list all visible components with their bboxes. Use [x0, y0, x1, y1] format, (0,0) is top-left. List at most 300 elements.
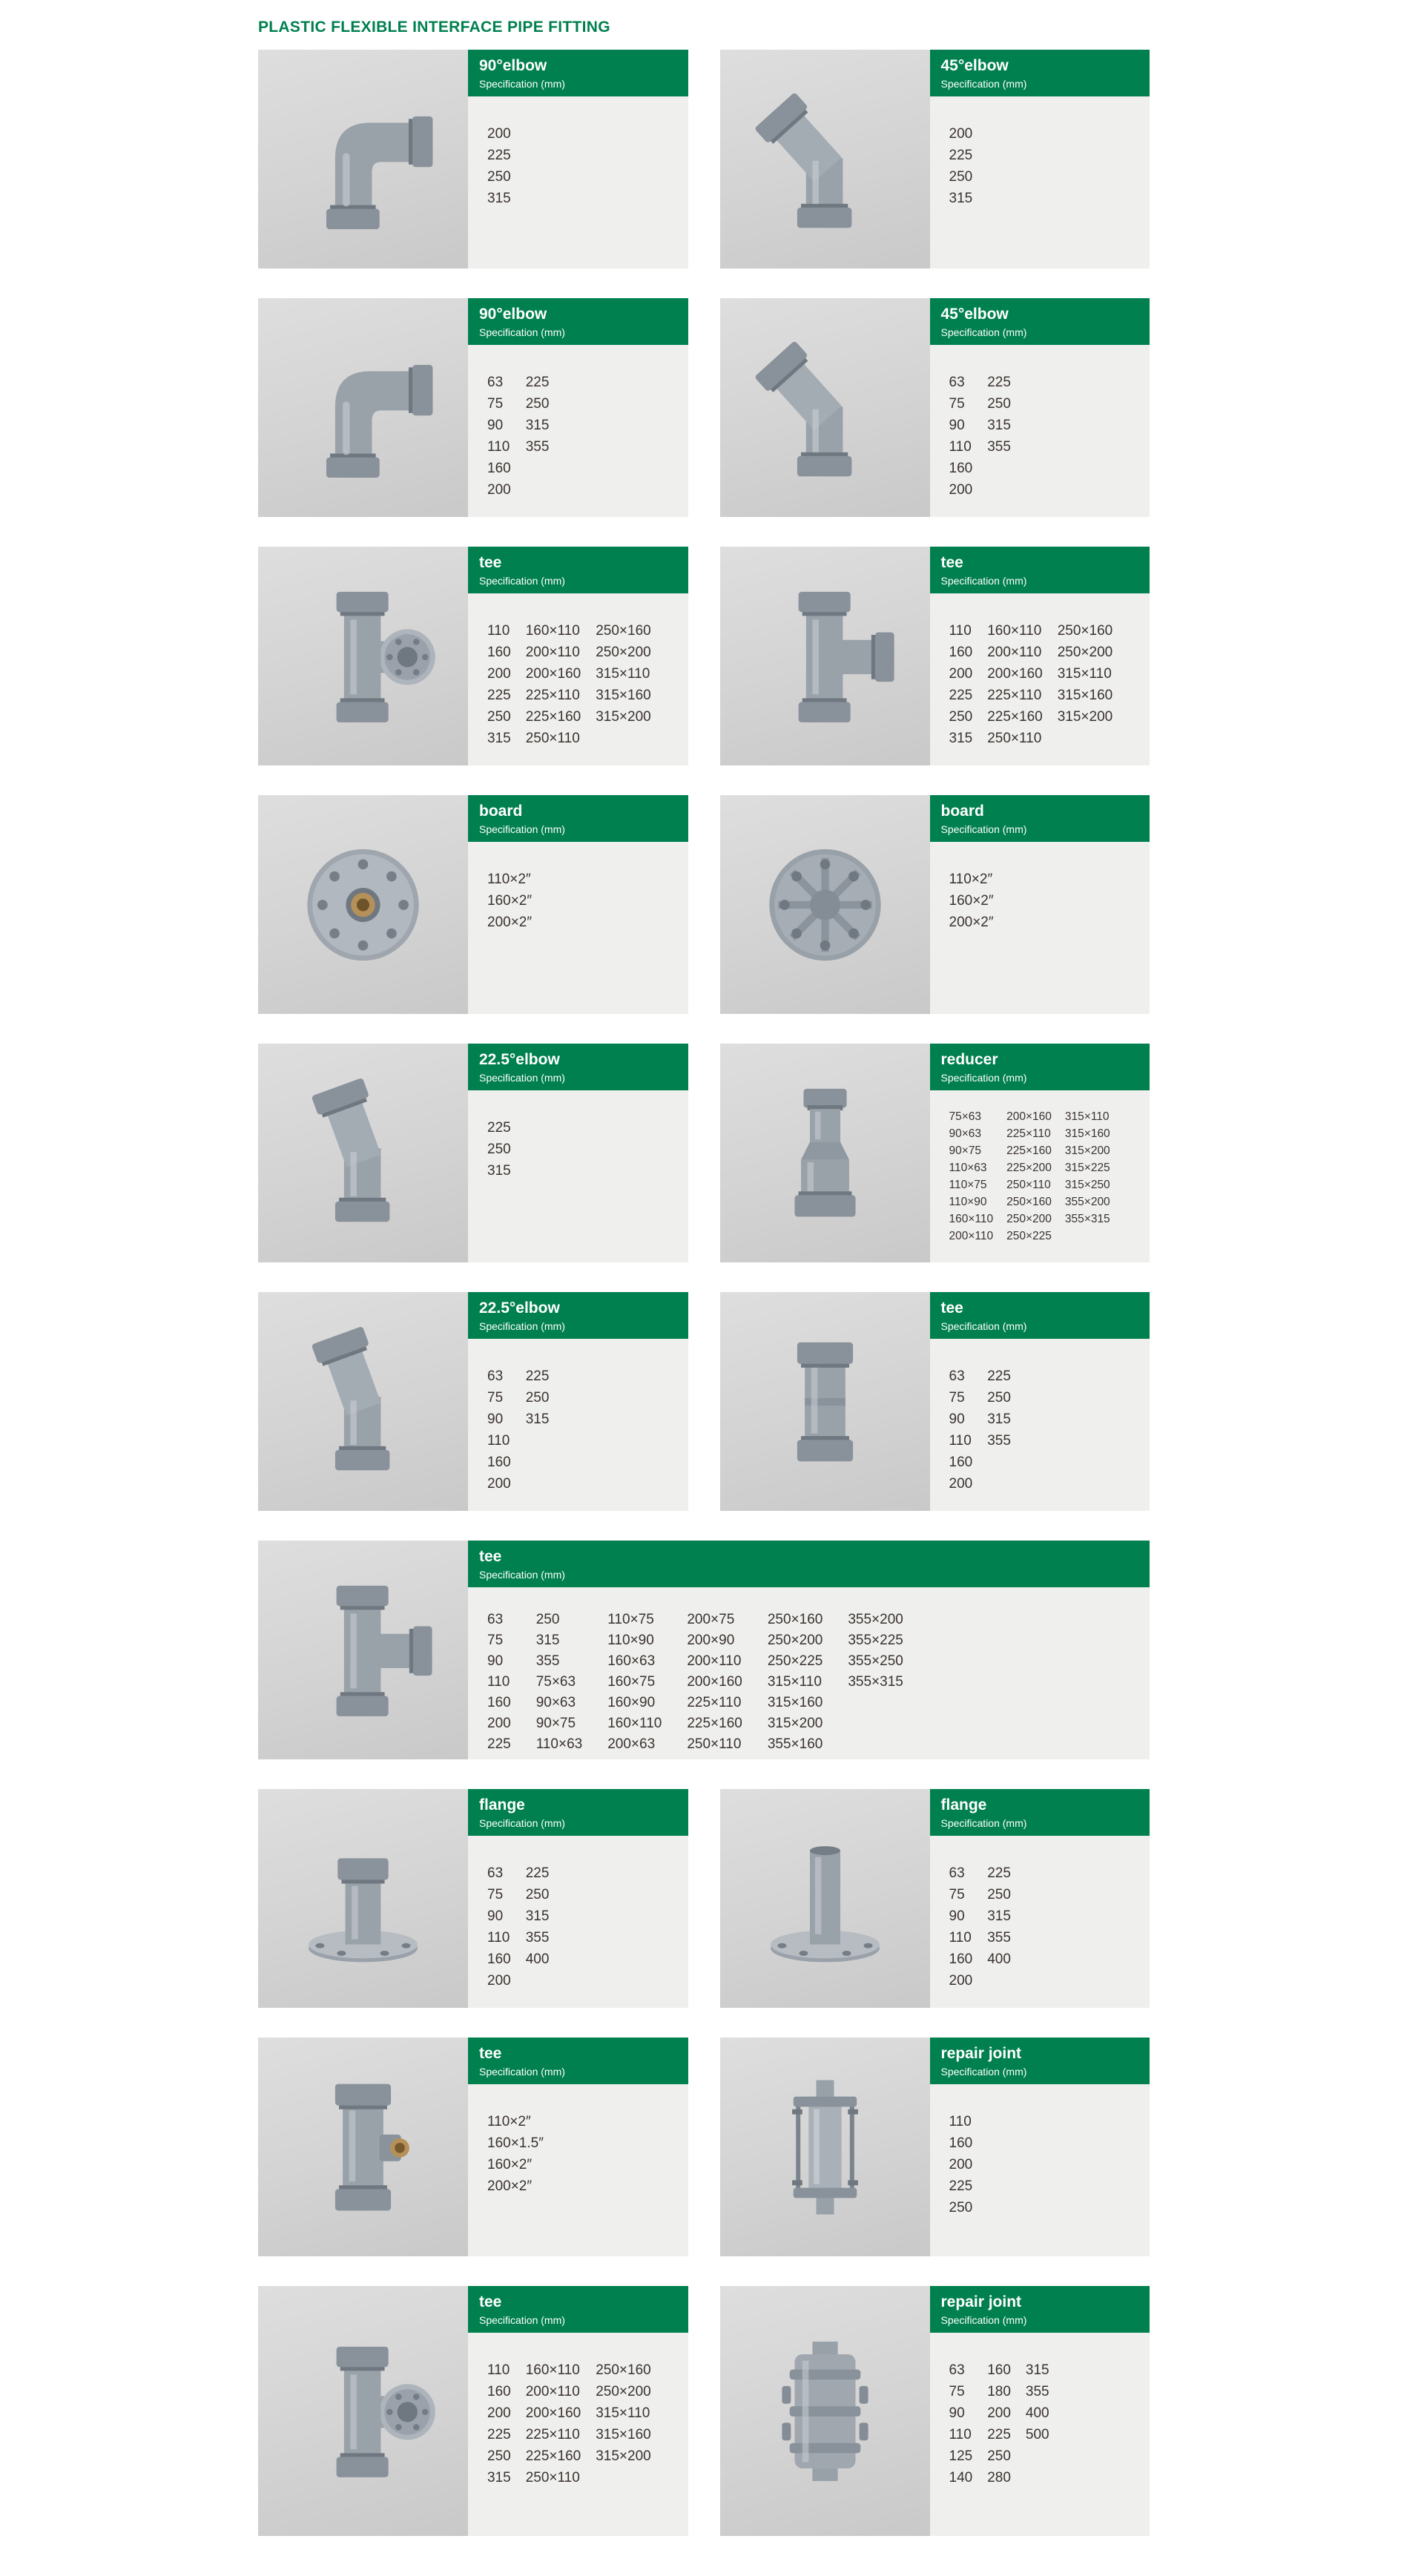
- spec-value: 315: [949, 191, 973, 206]
- spec-value: 160: [949, 461, 973, 476]
- product-card-body: [930, 795, 1150, 1014]
- spec-column: [848, 1610, 903, 1693]
- spec-value: 110×63: [535, 1736, 583, 1752]
- spec-column: [487, 1366, 511, 1495]
- spec-value: 225: [487, 148, 511, 163]
- spec-value: 110: [949, 439, 972, 455]
- product-card-repair-joint: [720, 2038, 1150, 2256]
- product-card-board-back: [720, 795, 1150, 1014]
- pipe-fitting-illustration: [287, 1313, 439, 1491]
- spec-value: 160: [487, 461, 511, 476]
- product-header: [930, 1044, 1150, 1090]
- product-title: reducer: [940, 1051, 998, 1068]
- spec-value: 315×160: [1064, 1127, 1110, 1140]
- product-specs: [468, 1836, 688, 1992]
- spec-value: 250×110: [1006, 1179, 1051, 1191]
- spec-value: 225×160: [525, 2448, 581, 2464]
- spec-value: 110×90: [607, 1633, 654, 1648]
- spec-column: [487, 2111, 544, 2197]
- spec-column: [526, 372, 550, 458]
- spec-value: 200×160: [687, 1674, 742, 1690]
- spec-value: 63: [949, 375, 965, 390]
- product-card-body: [468, 1541, 1150, 1759]
- pipe-fitting-illustration: [287, 70, 439, 248]
- spec-value: 315: [987, 418, 1011, 433]
- photo-22.5-elbow: [258, 1044, 468, 1262]
- product-title: tee: [940, 1299, 963, 1317]
- spec-column: [596, 620, 651, 728]
- pipe-fitting-illustration: [287, 816, 439, 994]
- product-title: tee: [479, 2293, 502, 2310]
- product-subtitle: Specification (mm): [479, 2314, 565, 2326]
- photo-45-elbow-socket: [720, 298, 930, 517]
- spec-value: 250: [487, 169, 511, 185]
- product-specs: [930, 2333, 1150, 2488]
- pipe-fitting-illustration: [749, 2311, 901, 2511]
- spec-value: 225: [987, 2427, 1011, 2442]
- spec-column: [487, 372, 511, 501]
- spec-value: 225: [987, 1368, 1011, 1384]
- product-subtitle: Specification (mm): [940, 2066, 1027, 2078]
- spec-value: 160: [487, 1695, 511, 1710]
- product-title: 22.5°elbow: [479, 1051, 560, 1068]
- spec-value: 160×75: [607, 1674, 656, 1690]
- spec-value: 315×200: [596, 709, 651, 725]
- spec-value: 200×90: [687, 1633, 735, 1648]
- catalog-page: [258, 19, 1150, 2558]
- spec-value: 110×75: [607, 1612, 654, 1627]
- pipe-fitting-illustration: [749, 1810, 901, 1988]
- spec-column: [1006, 1108, 1052, 1245]
- spec-value: 225: [949, 2178, 973, 2194]
- spec-value: 250×200: [1006, 1213, 1052, 1225]
- product-card-body: [930, 1789, 1150, 2008]
- spec-value: 200: [487, 126, 511, 142]
- spec-value: 160: [949, 1455, 973, 1470]
- spec-value: 400: [525, 1951, 550, 1967]
- product-card-45-elbow-socket: [720, 298, 1150, 517]
- product-subtitle: Specification (mm): [479, 326, 565, 338]
- spec-value: 250: [487, 1142, 511, 1157]
- spec-value: 160: [487, 2384, 511, 2399]
- pipe-fitting-illustration: [749, 70, 901, 248]
- spec-value: 63: [487, 1368, 504, 1384]
- spec-column: [987, 2359, 1011, 2488]
- spec-value: 250×160: [596, 2362, 651, 2378]
- spec-value: 315: [487, 731, 511, 746]
- product-header: [930, 795, 1150, 842]
- spec-value: 90: [487, 1908, 504, 1924]
- spec-value: 355: [1025, 2384, 1049, 2399]
- spec-value: 63: [949, 1368, 965, 1384]
- spec-value: 160×1.5″: [487, 2135, 544, 2151]
- product-header: [930, 547, 1150, 593]
- product-specs: [468, 1587, 1150, 1755]
- spec-value: 200: [487, 1716, 511, 1731]
- product-specs: [930, 2084, 1150, 2218]
- spec-column: [949, 372, 973, 501]
- spec-value: 250: [949, 709, 973, 725]
- spec-value: 200: [949, 2157, 973, 2173]
- spec-value: 355×315: [1064, 1213, 1110, 1225]
- product-specs: [468, 96, 688, 209]
- spec-value: 75: [487, 1633, 504, 1648]
- product-card-body: [468, 795, 688, 1014]
- spec-value: 225×160: [987, 709, 1043, 725]
- spec-value: 160×2″: [487, 893, 533, 909]
- product-header: [468, 298, 688, 345]
- spec-value: 315×160: [767, 1695, 823, 1710]
- photo-90-elbow: [258, 50, 468, 269]
- spec-column: [526, 2359, 581, 2488]
- photo-reducer: [720, 1044, 930, 1262]
- spec-value: 110×75: [949, 1179, 987, 1191]
- photo-board-front: [258, 795, 468, 1014]
- spec-column: [987, 1862, 1011, 1970]
- spec-value: 315: [949, 731, 973, 746]
- product-header: [468, 1044, 688, 1090]
- product-card-body: [468, 1789, 688, 2008]
- spec-value: 315×110: [1064, 1110, 1110, 1123]
- spec-value: 355: [535, 1653, 560, 1669]
- spec-value: 90: [949, 1908, 965, 1924]
- spec-value: 200: [487, 482, 511, 498]
- product-card-tee-flange: [258, 547, 688, 765]
- pipe-fitting-illustration: [749, 816, 901, 994]
- product-card-body: [930, 2038, 1150, 2256]
- spec-value: 250: [487, 709, 511, 725]
- product-header: [468, 547, 688, 593]
- product-card-tee-threaded: [258, 2038, 688, 2256]
- spec-value: 315: [487, 1163, 511, 1179]
- spec-value: 200×160: [525, 666, 581, 682]
- product-card-90-elbow: [258, 50, 688, 269]
- spec-value: 200: [487, 1973, 511, 1989]
- spec-value: 200: [949, 1973, 973, 1989]
- spec-value: 250×200: [596, 645, 651, 660]
- spec-value: 90×63: [949, 1127, 982, 1140]
- spec-value: 200×110: [987, 645, 1042, 660]
- spec-column: [949, 2359, 973, 2488]
- spec-value: 110: [487, 2362, 510, 2378]
- spec-value: 500: [1025, 2427, 1049, 2442]
- product-specs: [468, 2333, 688, 2488]
- spec-column: [596, 2359, 651, 2467]
- spec-value: 250: [525, 1887, 550, 1903]
- product-card-tee-socket: [720, 547, 1150, 765]
- spec-column: [949, 1862, 973, 1992]
- spec-value: 225×160: [687, 1716, 742, 1731]
- spec-value: 250×110: [687, 1736, 742, 1752]
- spec-value: 250: [949, 2200, 973, 2216]
- spec-value: 250×225: [767, 1653, 823, 1669]
- spec-column: [526, 1862, 550, 1970]
- spec-value: 315: [987, 1908, 1011, 1924]
- spec-value: 200×110: [949, 1230, 994, 1242]
- spec-column: [487, 123, 511, 209]
- product-card-body: [930, 1292, 1150, 1511]
- spec-value: 315: [525, 1908, 550, 1924]
- photo-tee-socket: [720, 547, 930, 765]
- product-subtitle: Specification (mm): [479, 78, 565, 90]
- product-title: tee: [479, 554, 502, 571]
- product-card-tee-socket-large: [258, 1541, 1150, 1759]
- product-subtitle: Specification (mm): [940, 823, 1027, 835]
- spec-column: [1065, 1108, 1110, 1228]
- spec-value: 250: [987, 1887, 1011, 1903]
- spec-value: 225×160: [525, 709, 581, 725]
- spec-value: 355: [525, 439, 550, 455]
- spec-value: 315×160: [596, 2427, 651, 2442]
- spec-value: 110: [949, 2427, 972, 2442]
- product-header: [930, 50, 1150, 96]
- spec-value: 75: [487, 396, 504, 412]
- spec-value: 110: [487, 623, 510, 639]
- spec-column: [949, 2111, 973, 2218]
- spec-value: 75: [487, 1390, 504, 1406]
- spec-value: 250×200: [596, 2384, 651, 2399]
- product-header: [930, 2286, 1150, 2333]
- spec-column: [949, 869, 994, 933]
- spec-column: [987, 372, 1011, 458]
- spec-value: 75: [487, 1887, 504, 1903]
- product-specs: [930, 593, 1150, 749]
- photo-22.5-elbow-socket: [258, 1292, 468, 1511]
- product-header: [468, 50, 688, 96]
- spec-column: [949, 1108, 994, 1245]
- product-card-body: [930, 298, 1150, 517]
- spec-value: 355×200: [848, 1612, 903, 1627]
- spec-value: 90×75: [535, 1716, 576, 1731]
- spec-value: 355×200: [1064, 1196, 1110, 1208]
- spec-value: 225: [987, 375, 1011, 390]
- product-title: 90°elbow: [479, 57, 547, 74]
- spec-column: [487, 869, 532, 933]
- spec-value: 110×63: [949, 1162, 987, 1174]
- spec-value: 90×75: [949, 1144, 982, 1157]
- spec-value: 200×2″: [487, 915, 533, 930]
- product-subtitle: Specification (mm): [479, 575, 565, 587]
- spec-value: 250: [987, 396, 1011, 412]
- spec-value: 200×110: [525, 645, 580, 660]
- product-specs: [468, 2084, 688, 2197]
- spec-value: 200: [487, 666, 511, 682]
- spec-value: 315: [487, 2470, 511, 2486]
- spec-value: 315×110: [596, 2405, 650, 2421]
- spec-value: 90: [487, 418, 504, 433]
- spec-value: 180: [987, 2384, 1011, 2399]
- spec-value: 250×160: [596, 623, 651, 639]
- photo-flange-socket: [258, 1789, 468, 2008]
- spec-value: 75×63: [535, 1674, 576, 1690]
- spec-value: 160: [949, 1951, 973, 1967]
- product-card-flange-socket: [258, 1789, 688, 2008]
- spec-column: [987, 1366, 1011, 1452]
- spec-value: 250: [535, 1612, 560, 1627]
- photo-flange-spigot: [720, 1789, 930, 2008]
- product-subtitle: Specification (mm): [940, 2314, 1027, 2326]
- pipe-fitting-illustration: [749, 1313, 901, 1491]
- spec-value: 355×315: [848, 1674, 903, 1690]
- spec-value: 250: [987, 2448, 1011, 2464]
- spec-value: 315×110: [596, 666, 650, 682]
- product-card-reducer: [720, 1044, 1150, 1262]
- spec-value: 250: [487, 2448, 511, 2464]
- spec-value: 200×2″: [487, 2178, 533, 2194]
- spec-value: 225: [525, 1865, 550, 1881]
- spec-value: 315×200: [1057, 709, 1113, 725]
- product-card-body: [930, 50, 1150, 269]
- product-title: board: [940, 803, 984, 820]
- spec-value: 110: [487, 1433, 510, 1449]
- spec-column: [536, 1610, 583, 1755]
- spec-value: 200×110: [525, 2384, 580, 2399]
- spec-value: 400: [1025, 2405, 1049, 2421]
- product-title: board: [479, 803, 523, 820]
- spec-value: 160×2″: [949, 893, 994, 909]
- spec-column: [949, 1366, 973, 1495]
- product-specs: [930, 842, 1150, 933]
- spec-value: 110: [949, 623, 972, 639]
- product-specs: [468, 1090, 688, 1182]
- spec-value: 315×110: [1057, 666, 1112, 682]
- photo-tee-flange-2: [258, 2286, 468, 2536]
- spec-value: 160: [487, 1455, 511, 1470]
- photo-tee-socket-large: [258, 1541, 468, 1759]
- product-card-22.5-elbow: [258, 1044, 688, 1262]
- product-specs: [468, 345, 688, 501]
- product-title: 45°elbow: [940, 57, 1009, 74]
- spec-value: 75: [949, 2384, 965, 2399]
- product-subtitle: Specification (mm): [940, 575, 1027, 587]
- spec-value: 315×160: [1057, 688, 1113, 703]
- spec-value: 250×225: [1006, 1230, 1052, 1242]
- product-card-body: [930, 2286, 1150, 2536]
- pipe-fitting-illustration: [749, 1064, 901, 1242]
- spec-value: 250×200: [1057, 645, 1113, 660]
- photo-45-elbow: [720, 50, 930, 269]
- product-card-repair-joint-block: [720, 2286, 1150, 2536]
- product-subtitle: Specification (mm): [479, 2066, 565, 2078]
- spec-value: 110×2″: [487, 872, 531, 887]
- spec-value: 250: [987, 1390, 1011, 1406]
- photo-90-elbow-socket: [258, 298, 468, 517]
- spec-value: 200: [949, 482, 973, 498]
- spec-value: 225: [487, 1120, 511, 1136]
- spec-value: 250: [949, 169, 973, 185]
- spec-value: 200: [949, 126, 973, 142]
- product-header: [468, 2038, 688, 2084]
- spec-value: 200×110: [687, 1653, 742, 1669]
- spec-column: [949, 620, 973, 749]
- product-card-body: [468, 298, 688, 517]
- product-specs: [930, 1339, 1150, 1495]
- product-subtitle: Specification (mm): [479, 1569, 565, 1581]
- spec-value: 315×200: [767, 1716, 823, 1731]
- spec-value: 280: [987, 2470, 1011, 2486]
- product-subtitle: Specification (mm): [940, 1320, 1027, 1332]
- product-card-body: [930, 1044, 1150, 1262]
- spec-column: [1026, 2359, 1049, 2445]
- spec-value: 250: [525, 396, 550, 412]
- product-subtitle: Specification (mm): [940, 1072, 1027, 1084]
- product-subtitle: Specification (mm): [479, 823, 565, 835]
- product-title: 22.5°elbow: [479, 1299, 560, 1317]
- product-subtitle: Specification (mm): [940, 1817, 1027, 1829]
- product-card-body: [468, 547, 688, 765]
- product-header: [468, 1789, 688, 1836]
- spec-column: [487, 1610, 511, 1755]
- spec-value: 110: [487, 1930, 510, 1946]
- pipe-fitting-illustration: [287, 319, 439, 497]
- spec-value: 315×200: [596, 2448, 651, 2464]
- spec-value: 160: [949, 645, 973, 660]
- spec-value: 160: [949, 2135, 973, 2151]
- spec-value: 315: [525, 418, 550, 433]
- spec-value: 75: [949, 1390, 965, 1406]
- spec-value: 315×225: [1064, 1162, 1110, 1174]
- spec-value: 225: [525, 1368, 550, 1384]
- spec-value: 140: [949, 2470, 973, 2486]
- product-card-body: [468, 2038, 688, 2256]
- product-title: 90°elbow: [479, 306, 547, 323]
- spec-value: 200: [949, 666, 973, 682]
- spec-value: 75×63: [949, 1110, 982, 1123]
- spec-value: 225×200: [1006, 1162, 1052, 1174]
- spec-column: [768, 1610, 823, 1755]
- spec-value: 225: [949, 688, 973, 703]
- product-title: repair joint: [940, 2045, 1022, 2062]
- spec-value: 200×75: [687, 1612, 735, 1627]
- spec-value: 225×110: [987, 688, 1042, 703]
- spec-value: 355×160: [767, 1736, 823, 1752]
- product-title: 45°elbow: [940, 306, 1009, 323]
- product-subtitle: Specification (mm): [479, 1072, 565, 1084]
- spec-value: 225: [487, 688, 511, 703]
- spec-value: 160×63: [607, 1653, 656, 1669]
- product-card-tee-flange-2: [258, 2286, 688, 2536]
- spec-value: 200: [487, 1476, 511, 1492]
- spec-value: 250×160: [1006, 1196, 1052, 1208]
- product-specs: [468, 593, 688, 749]
- product-title: tee: [940, 554, 963, 571]
- spec-value: 90: [487, 1411, 504, 1427]
- spec-value: 225×110: [687, 1695, 742, 1710]
- spec-value: 160×110: [525, 623, 580, 639]
- spec-value: 75: [949, 1887, 965, 1903]
- spec-value: 110: [487, 1674, 510, 1690]
- spec-value: 225: [949, 148, 973, 163]
- product-card-coupling: [720, 1292, 1150, 1511]
- spec-value: 315×110: [767, 1674, 822, 1690]
- spec-value: 90: [949, 418, 965, 433]
- spec-value: 200: [487, 2405, 511, 2421]
- spec-value: 63: [949, 1865, 965, 1881]
- product-specs: [930, 345, 1150, 501]
- pipe-fitting-illustration: [287, 567, 439, 745]
- spec-value: 200: [987, 2405, 1011, 2421]
- spec-value: 160×110: [525, 2362, 580, 2378]
- spec-column: [949, 123, 973, 209]
- spec-value: 160×2″: [487, 2157, 533, 2173]
- photo-tee-threaded: [258, 2038, 468, 2256]
- product-card-22.5-elbow-socket: [258, 1292, 688, 1511]
- spec-column: [487, 2359, 511, 2488]
- spec-value: 225: [487, 2427, 511, 2442]
- spec-value: 225×110: [525, 688, 580, 703]
- spec-column: [687, 1610, 742, 1755]
- spec-value: 355: [987, 1930, 1011, 1946]
